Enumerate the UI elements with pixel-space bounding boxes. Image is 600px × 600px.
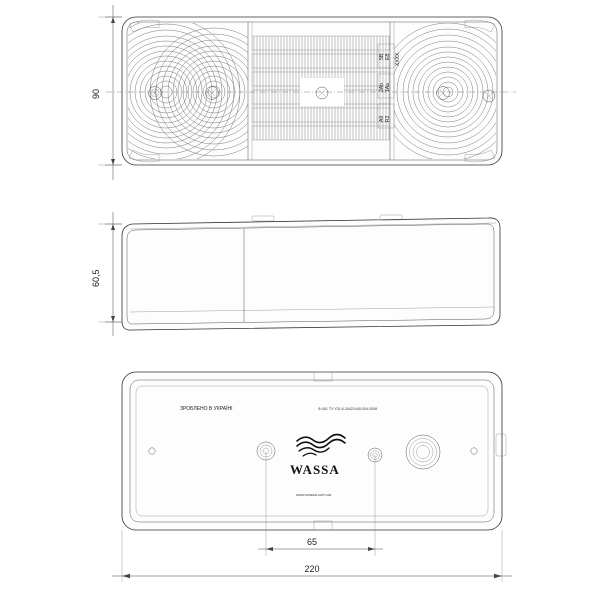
- rear-website-text: www.wassa.com.ua: [296, 492, 332, 497]
- lens-marking-1: 5B: [379, 53, 385, 60]
- rear-brand-text: WASSA: [290, 462, 340, 477]
- lens-marking-2: 1Aa: [385, 83, 391, 92]
- side-body-outline: [122, 218, 500, 330]
- dimension-height-605: [91, 212, 122, 336]
- dimension-height-90-text: 90: [91, 88, 101, 99]
- side-view: [91, 212, 500, 336]
- rear-view: [112, 372, 512, 582]
- dimension-65-text: 65: [306, 537, 318, 547]
- dimension-hole-spacing-65: [258, 537, 383, 551]
- rear-made-in-text: ЗРОБЛЕНО В УКРАЇНІ: [180, 406, 233, 412]
- dimension-height-90: [91, 5, 122, 180]
- lens-marking-5: A9: [379, 115, 385, 122]
- dimension-height-605-text: 60,5: [91, 269, 101, 287]
- rear-spec-text: Ф-401 ТУ У31.6-34421440-004:2008: [318, 407, 378, 411]
- lens-marking-3: 2Ab: [379, 83, 385, 92]
- front-view: [91, 5, 517, 180]
- side-tab-left: [252, 216, 274, 221]
- lens-marking-0: E8: [385, 53, 391, 60]
- rear-body-outline: [122, 372, 502, 530]
- lens-marking-xxxx: XXXX: [395, 52, 401, 66]
- dimension-220-text: 220: [304, 564, 320, 574]
- lens-marking-4: R2: [385, 115, 391, 122]
